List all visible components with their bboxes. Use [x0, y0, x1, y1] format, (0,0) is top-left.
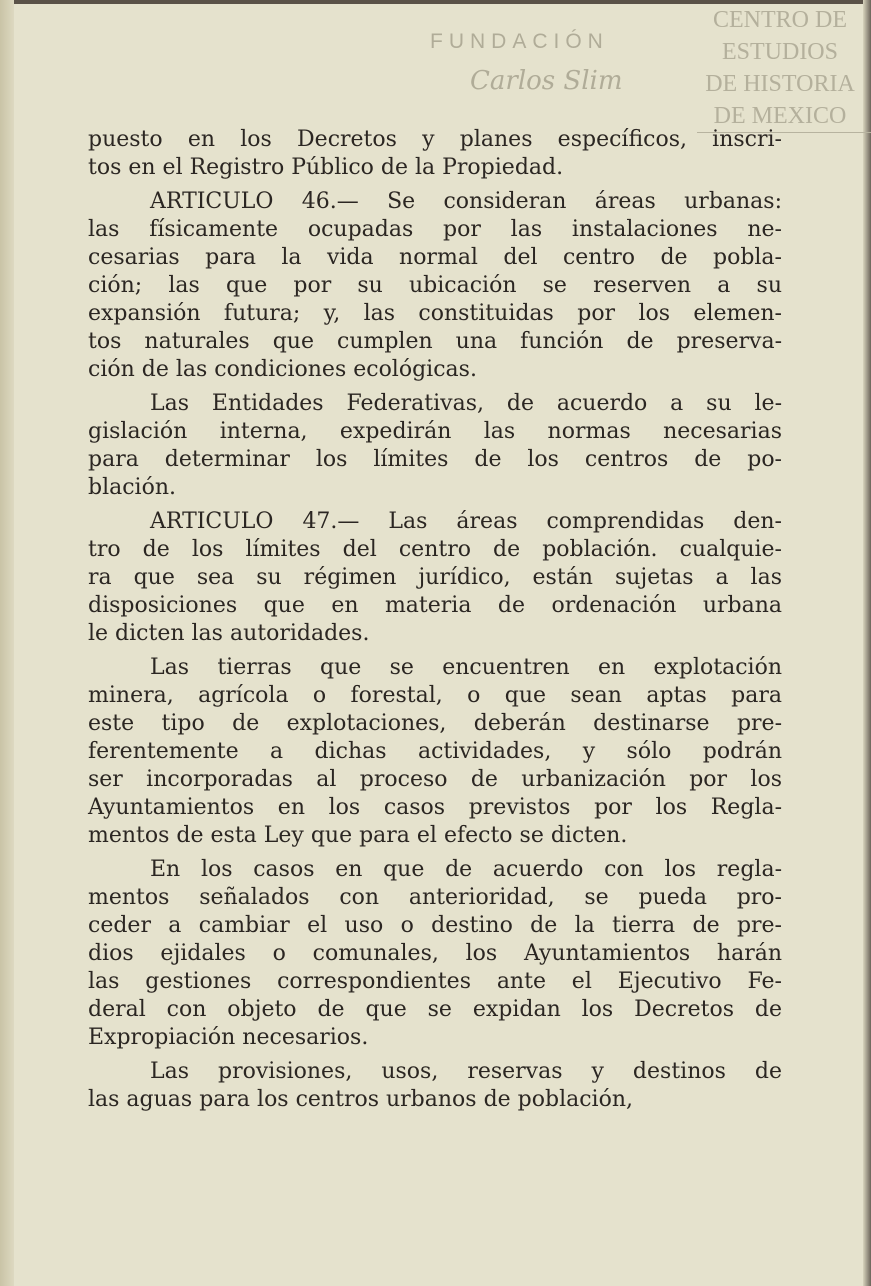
watermark-line: CENTRO DE — [713, 7, 847, 33]
text-line: ra que sea su régimen jurídico, están sujetas a las — [88, 565, 782, 590]
text-line: disposiciones que en materia de ordenación urbana — [88, 593, 782, 618]
text-line: este tipo de explotaciones, deberán destinarse pre- — [88, 711, 782, 736]
paragraph — [88, 1058, 782, 1114]
text-line: ción; las que por su ubicación se reserven a su — [88, 273, 782, 298]
text-line: ceder a cambiar el uso o destino de la tierra de pre- — [88, 913, 782, 938]
text-line: ARTICULO 47.— Las áreas comprendidas den- — [150, 509, 782, 534]
text-line: para determinar los límites de los centros de po- — [88, 447, 782, 472]
watermark-line: DE HISTORIA — [705, 71, 855, 97]
text-line: ción de las condiciones ecológicas. — [88, 357, 477, 382]
text-line: cesarias para la vida normal del centro de pobla- — [88, 245, 782, 270]
text-line: Las Entidades Federativas, de acuerdo a su le- — [150, 391, 782, 416]
text-line: Las provisiones, usos, reservas y destinos de — [150, 1059, 782, 1084]
paragraph — [88, 126, 782, 182]
document-body — [88, 126, 782, 1114]
text-line: tos en el Registro Público de la Propiedad. — [88, 155, 564, 180]
watermark-line: DE MEXICO — [713, 103, 847, 129]
watermark-signature: Carlos Slim — [470, 66, 623, 96]
paragraph — [88, 654, 782, 850]
text-line: Expropiación necesarios. — [88, 1025, 369, 1050]
page-right-edge — [863, 0, 871, 1286]
text-line: le dicten las autoridades. — [88, 621, 370, 646]
text-line: las físicamente ocupadas por las instalaciones ne- — [88, 217, 782, 242]
text-line: las gestiones correspondientes ante el Ejecutivo Fe- — [88, 969, 782, 994]
paragraph — [88, 390, 782, 502]
text-line: minera, agrícola o forestal, o que sean aptas para — [88, 683, 782, 708]
text-line: expansión futura; y, las constituidas por los elemen- — [88, 301, 782, 326]
paragraph — [88, 508, 782, 648]
text-line: deral con objeto de que se expidan los Decretos de — [88, 997, 782, 1022]
text-line: mentos señalados con anterioridad, se pueda pro- — [88, 885, 782, 910]
text-line: gislación interna, expedirán las normas necesarias — [88, 419, 782, 444]
text-line: las aguas para los centros urbanos de población, — [88, 1087, 633, 1112]
text-line: Ayuntamientos en los casos previstos por los Regla- — [88, 795, 782, 820]
text-line: ferentemente a dichas actividades, y sólo podrán — [88, 739, 782, 764]
watermark-line: ESTUDIOS — [721, 39, 838, 65]
text-line: ARTICULO 46.— Se consideran áreas urbanas: — [150, 189, 782, 214]
watermark-foundation: FUNDACIÓN — [430, 30, 609, 53]
text-line: tos naturales que cumplen una función de preserva- — [88, 329, 782, 354]
text-line: mentos de esta Ley que para el efecto se dicten. — [88, 823, 628, 848]
text-line: ser incorporadas al proceso de urbanización por los — [88, 767, 782, 792]
page-binding-edge — [0, 0, 14, 1286]
text-line: En los casos en que de acuerdo con los regla- — [150, 857, 782, 882]
text-line: tro de los límites del centro de población. cualquie- — [88, 537, 782, 562]
archive-watermark — [697, 4, 863, 132]
text-line: blación. — [88, 475, 176, 500]
text-line: Las tierras que se encuentren en explotación — [150, 655, 782, 680]
paragraph — [88, 856, 782, 1052]
paragraph — [88, 188, 782, 384]
text-line: dios ejidales o comunales, los Ayuntamientos harán — [88, 941, 782, 966]
text-line: puesto en los Decretos y planes específicos, inscri- — [88, 127, 782, 152]
